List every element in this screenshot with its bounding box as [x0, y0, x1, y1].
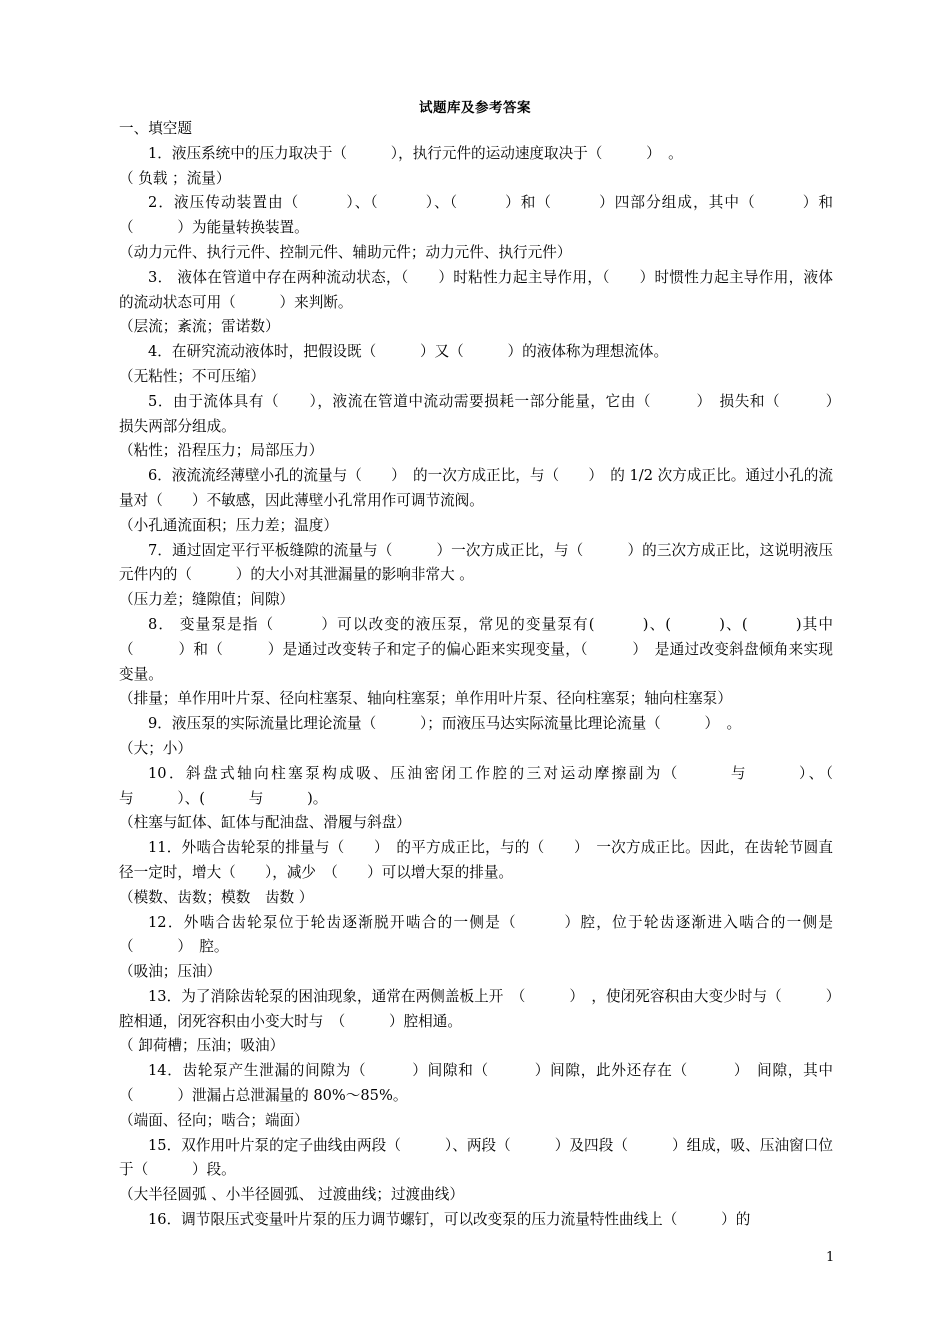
question-5: 5．由于流体具有（ ），液流在管道中流动需要损耗一部分能量，它由（ ） 损失和（ ） 损失两部分组成。	[119, 392, 848, 435]
question-14: 14．齿轮泵产生泄漏的间隙为（ ）间隙和（ ）间隙，此外还存在（ ） 间隙，其中（ ）泄漏占总泄漏量的 80%～85%。	[119, 1062, 833, 1105]
question-15: 15．双作用叶片泵的定子曲线由两段（ ）、两段（ ）及四段（ ）组成，吸、压油窗口位于（ ）段。	[119, 1136, 833, 1179]
question-8: 8． 变量泵是指（ ）可以改变的液压泵，常见的变量泵有( )、( )、( )其中 （ ）和（ ）是通过改变转子和定子的偏心距来实现变量，（ ） 是通过改变斜盘倾角来实现变量。	[119, 615, 848, 683]
question-1: 1．液压系统中的压力取决于（ ），执行元件的运动速度取决于（ ） 。	[148, 144, 683, 162]
question-6: 6．液流流经薄壁小孔的流量与（ ） 的一次方成正比，与（ ） 的 1/2 次方成正比。通过小孔的流量对（ ）不敏感，因此薄壁小孔常用作可调节流阀。	[119, 467, 833, 509]
answer-2: （动力元件、执行元件、控制元件、辅助元件；动力元件、执行元件）	[119, 243, 572, 261]
answer-6: （小孔通流面积；压力差；温度）	[119, 516, 338, 534]
answer-7: （压力差；缝隙值；间隙）	[119, 591, 295, 609]
answer-3: （层流；紊流；雷诺数）	[119, 318, 280, 336]
document-body	[119, 117, 877, 1233]
page-number: 1	[826, 1250, 835, 1265]
answer-12: （吸油；压油）	[119, 963, 222, 981]
question-3: 3． 液体在管道中存在两种流动状态，（ ）时粘性力起主导作用，（ ）时惯性力起主导作用，液体的流动状态可用（ ）来判断。	[119, 268, 833, 311]
question-2: 2．液压传动装置由（ ）、（ ）、（ ）和（ ）四部分组成，其中（ ）和（ ）为能量转换装置。	[119, 194, 833, 237]
question-4: 4．在研究流动液体时，把假设既（ ）又（ ）的液体称为理想流体。	[148, 343, 669, 361]
question-9: 9．液压泵的实际流量比理论流量（ ）；而液压马达实际流量比理论流量（ ） 。	[148, 715, 742, 733]
answer-10: （柱塞与缸体、缸体与配油盘、滑履与斜盘）	[119, 814, 411, 832]
question-16: 16．调节限压式变量叶片泵的压力调节螺钉，可以改变泵的压力流量特性曲线上（ ）的	[148, 1211, 751, 1229]
answer-8: （排量；单作用叶片泵、径向柱塞泵、轴向柱塞泵；单作用叶片泵、径向柱塞泵；轴向柱塞泵）	[119, 690, 732, 708]
answer-15: （大半径圆弧 、小半径圆弧、 过渡曲线；过渡曲线）	[119, 1186, 464, 1204]
answer-5: （粘性；沿程压力；局部压力）	[119, 442, 324, 460]
question-7: 7．通过固定平行平板缝隙的流量与（ ）一次方成正比，与（ ）的三次方成正比，这说明液压元件内的（ ）的大小对其泄漏量的影响非常大 。	[119, 541, 833, 584]
answer-14: （端面、径向；啮合；端面）	[119, 1111, 309, 1129]
question-11: 11．外啮合齿轮泵的排量与（ ） 的平方成正比，与的（ ） 一次方成正比。因此，在齿轮节圆直径一定时，增大（ ），减少 （ ）可以增大泵的排量。	[119, 839, 833, 881]
answer-4: （无粘性；不可压缩）	[119, 367, 265, 385]
answer-13: （ 卸荷槽；压油；吸油）	[119, 1037, 285, 1055]
answer-11: （模数、齿数；模数 齿数 ）	[119, 888, 314, 906]
section-title: 一、填空题	[119, 120, 192, 137]
question-12: 12．外啮合齿轮泵位于轮齿逐渐脱开啮合的一侧是（ ）腔，位于轮齿逐渐进入啮合的一侧是（ ） 腔。	[119, 913, 833, 956]
question-10: 10．斜盘式轴向柱塞泵构成吸、压油密闭工作腔的三对运动摩擦副为（ 与 ）、（ 与 ）、( 与 )。	[119, 764, 877, 807]
answer-1: （ 负载 ；流量）	[119, 169, 231, 187]
question-13: 13．为了消除齿轮泵的困油现象，通常在两侧盖板上开 （ ） ，使闭死容积由大变少时与（ ） 腔相通，闭死容积由小变大时与 （ ）腔相通。	[119, 987, 848, 1030]
document-title: 试题库及参考答案	[419, 100, 531, 116]
answer-9: （大；小）	[119, 739, 192, 757]
